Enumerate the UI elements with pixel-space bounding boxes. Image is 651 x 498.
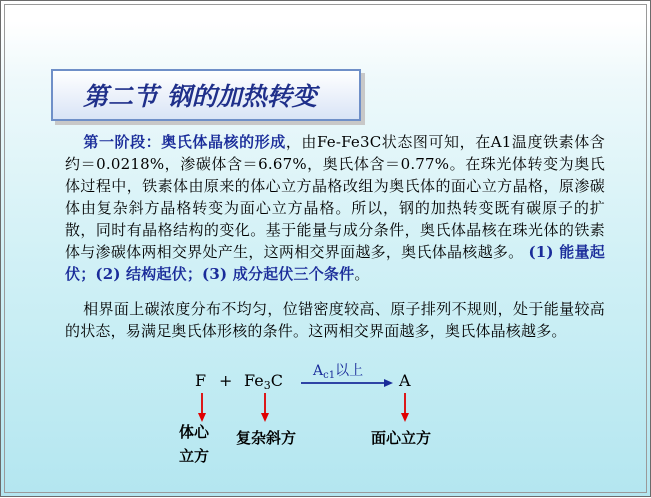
- slide-title: 第二节 钢的加热转变: [83, 82, 317, 111]
- cementite-symbol: Fe: [244, 371, 264, 390]
- conditions-text: (1) 能量起伏；(2) 结构起伏；(3) 成分起伏三个条件: [65, 243, 605, 283]
- diagram-arrows: [1, 1, 651, 498]
- paragraph-1-body: ，由Fe-Fe3C状态图可知，在A1温度铁素体含约＝0.0218%，渗碳体含＝6.67%，奥氏体含＝0.77%。在珠光体转变为奥氏体过程中，铁素体由原来的体心立方晶格改组为奥氏体的面心立方晶格，原渗碳体由复杂斜方晶格转变为面心立方晶格。所以，钢的加热转变既有碳原子的扩散，同时有晶格结构的变化。基于能量与成分条件，奥氏体晶核在珠光体的铁素体与渗碳体两相交界处产生，这两相交界面越多，奥氏体晶核越多。: [65, 133, 605, 261]
- down-arrow-austenite: [401, 393, 409, 422]
- stage-heading: 第一阶段：奥氏体晶核的形成: [83, 133, 286, 151]
- transform-arrow: [301, 379, 393, 387]
- cementite-lattice: 复杂斜方: [236, 429, 297, 447]
- paragraph-2-body: 相界面上碳浓度分布不均匀，位错密度较高、原子排列不规则，处于能量较高的状态，易满足奥氏体形核的条件。这两相交界面越多，奥氏体晶核越多。: [65, 300, 605, 340]
- cementite-subscript: 3: [263, 379, 271, 392]
- ferrite-lattice-line1: 体心: [179, 423, 210, 441]
- condition-subscript: c1: [323, 370, 336, 381]
- condition-symbol: A: [313, 363, 324, 379]
- down-arrow-cementite: [261, 393, 269, 422]
- ferrite-lattice-line2: 立方: [179, 447, 210, 465]
- reactant-ferrite: F: [195, 371, 207, 390]
- cementite-suffix: C: [270, 371, 283, 390]
- product-austenite: A: [399, 371, 411, 390]
- down-arrow-ferrite: [198, 393, 206, 422]
- paragraph-1-end: 。: [354, 265, 370, 283]
- plus-sign: +: [219, 371, 233, 390]
- condition-suffix: 以上: [335, 363, 364, 379]
- austenite-lattice: 面心立方: [371, 429, 432, 447]
